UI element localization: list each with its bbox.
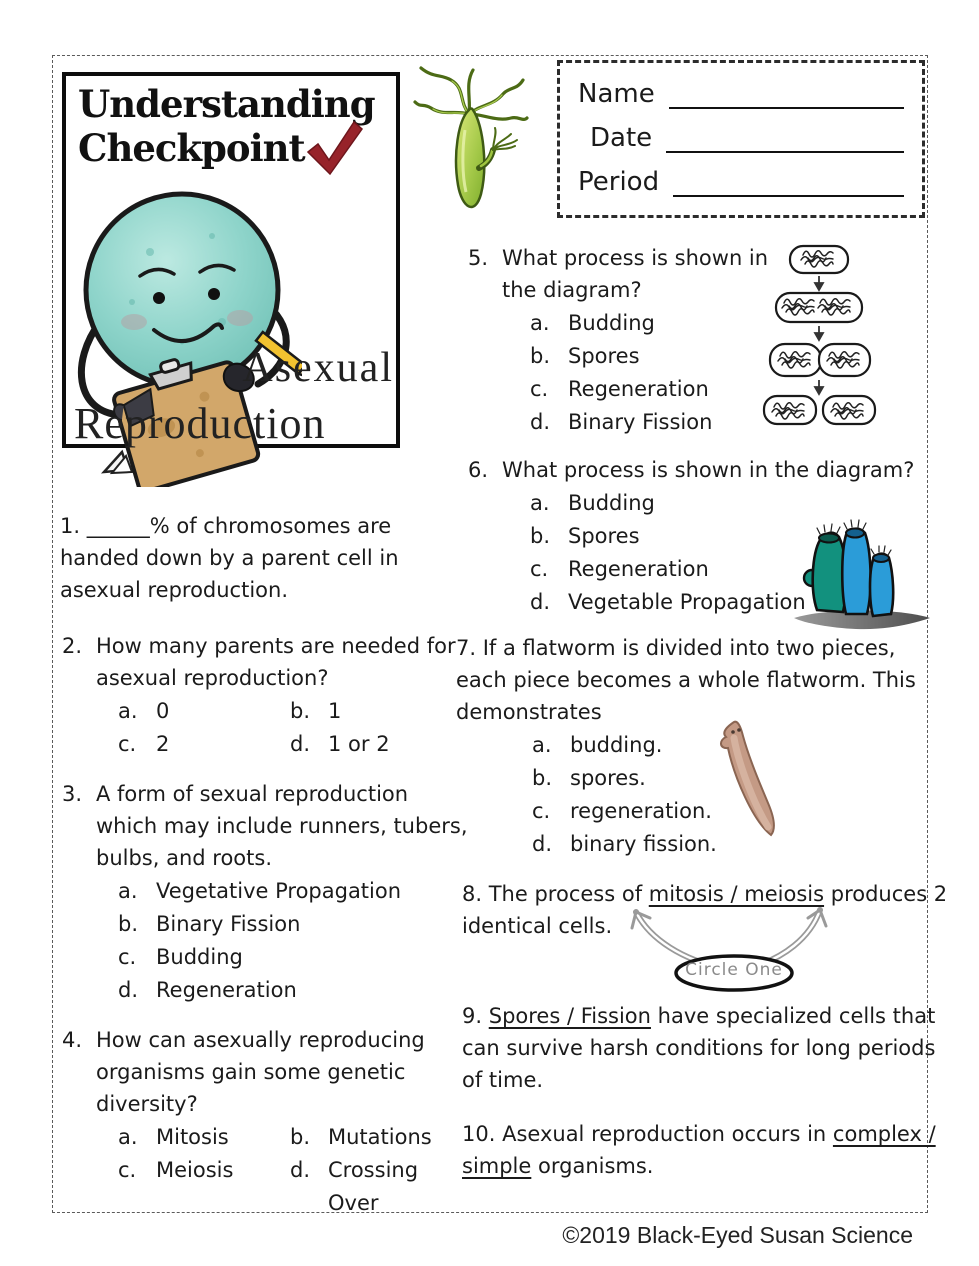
question-4 — [62, 1024, 474, 1220]
answer-option: d. Binary Fission — [530, 410, 713, 434]
title-line-2: Checkpoint — [78, 126, 305, 171]
question-text: How many parents are needed for asexual reproduction? — [96, 634, 456, 690]
period-blank-line — [673, 169, 904, 197]
answer-option: a. budding. — [532, 733, 663, 757]
question-10 — [462, 1118, 952, 1182]
question-1 — [60, 510, 464, 606]
question-text: ______% of chromosomes are handed down by a parent cell in asexual reproduction. — [60, 514, 399, 602]
answer-options — [456, 729, 934, 861]
name-row — [578, 79, 904, 109]
name-blank-line — [669, 81, 904, 109]
answer-option: d. Crossing Over — [290, 1158, 419, 1215]
answer-option: d. 1 or 2 — [290, 732, 390, 756]
question-text-pre: The process of — [488, 882, 649, 906]
question-5 — [468, 242, 778, 439]
question-text-pre: Asexual reproduction occurs in — [502, 1122, 833, 1146]
question-text-post: produces 2 identical cells. — [462, 882, 948, 938]
name-label: Name — [578, 79, 655, 109]
question-text: What process is shown in the diagram? — [502, 246, 769, 302]
question-text-post: have specialized cells that can survive harsh conditions for long periods of time. — [462, 1004, 936, 1092]
answer-option: c. Regeneration — [530, 377, 709, 401]
answer-option: d. Vegetable Propagation — [530, 590, 806, 614]
topic-line-2: Reproduction — [74, 399, 326, 448]
date-blank-line — [666, 125, 904, 153]
flatworm-illustration — [704, 718, 792, 842]
question-2 — [62, 630, 477, 761]
period-row — [578, 167, 904, 197]
question-text: If a flatworm is divided into two pieces, each piece becomes a whole flatworm. This demonstrates — [456, 636, 916, 724]
question-number: 7. — [456, 636, 477, 660]
date-label: Date — [590, 123, 653, 153]
answer-option: a. 0 — [118, 699, 170, 723]
answer-option: d. Regeneration — [118, 978, 297, 1002]
answer-option: c. 2 — [118, 732, 170, 756]
question-number: 2. — [62, 634, 83, 658]
date-row — [578, 123, 904, 153]
answer-options — [62, 695, 474, 761]
question-9 — [462, 1000, 944, 1096]
answer-option: a. Mitosis — [118, 1125, 229, 1149]
question-text-post: organisms. — [531, 1154, 654, 1178]
answer-option: b. Binary Fission — [118, 912, 301, 936]
answer-option: d. binary fission. — [532, 832, 717, 856]
answer-options — [468, 307, 778, 439]
question-number: 3. — [62, 782, 83, 806]
circle-choice: mitosis / meiosis — [648, 882, 825, 906]
copyright-credit: ©2019 Black-Eyed Susan Science — [562, 1222, 913, 1248]
answer-option: b. Mutations — [290, 1125, 432, 1149]
answer-option: b. 1 — [290, 699, 342, 723]
answer-option: a. Vegetative Propagation — [118, 879, 402, 903]
circle-one-annotation — [612, 898, 844, 993]
answer-option: c. Meiosis — [118, 1158, 234, 1182]
answer-option: a. Budding — [530, 491, 655, 515]
question-number: 9. — [462, 1004, 483, 1028]
question-number: 10. — [462, 1122, 496, 1146]
question-text: A form of sexual reproduction which may include runners, tubers, bulbs, and roots. — [96, 782, 468, 870]
answer-option: c. Budding — [118, 945, 243, 969]
answer-options — [62, 875, 474, 1007]
question-text: What process is shown in the diagram? — [502, 458, 915, 482]
question-7 — [456, 632, 934, 861]
red-checkmark-icon — [302, 116, 366, 180]
answer-option: c. regeneration. — [532, 799, 712, 823]
question-3 — [62, 778, 474, 1007]
answer-option: c. Regeneration — [530, 557, 709, 581]
question-number: 6. — [468, 458, 489, 482]
header-box — [62, 72, 400, 448]
period-label: Period — [578, 167, 660, 197]
circle-one-label: Circle One — [685, 960, 783, 980]
topic-line-1: Asexual — [242, 345, 394, 391]
hydra-budding-illustration — [413, 60, 531, 232]
answer-option: b. Spores — [530, 344, 640, 368]
student-info-box — [557, 60, 925, 218]
title-line-1: Understanding — [78, 82, 375, 126]
circle-choice: complex / simple — [462, 1122, 936, 1178]
question-number: 4. — [62, 1028, 83, 1052]
question-number: 1. — [60, 514, 81, 538]
answer-options — [62, 1121, 474, 1220]
question-number: 5. — [468, 246, 489, 270]
question-number: 8. — [462, 882, 483, 906]
circle-choice: Spores / Fission — [488, 1004, 651, 1028]
answer-option: b. spores. — [532, 766, 646, 790]
answer-option: b. Spores — [530, 524, 640, 548]
sponge-colony-illustration — [786, 510, 938, 634]
answer-option: a. Budding — [530, 311, 655, 335]
binary-fission-diagram — [762, 244, 877, 426]
question-text: How can asexually reproducing organisms gain some genetic diversity? — [96, 1028, 425, 1116]
